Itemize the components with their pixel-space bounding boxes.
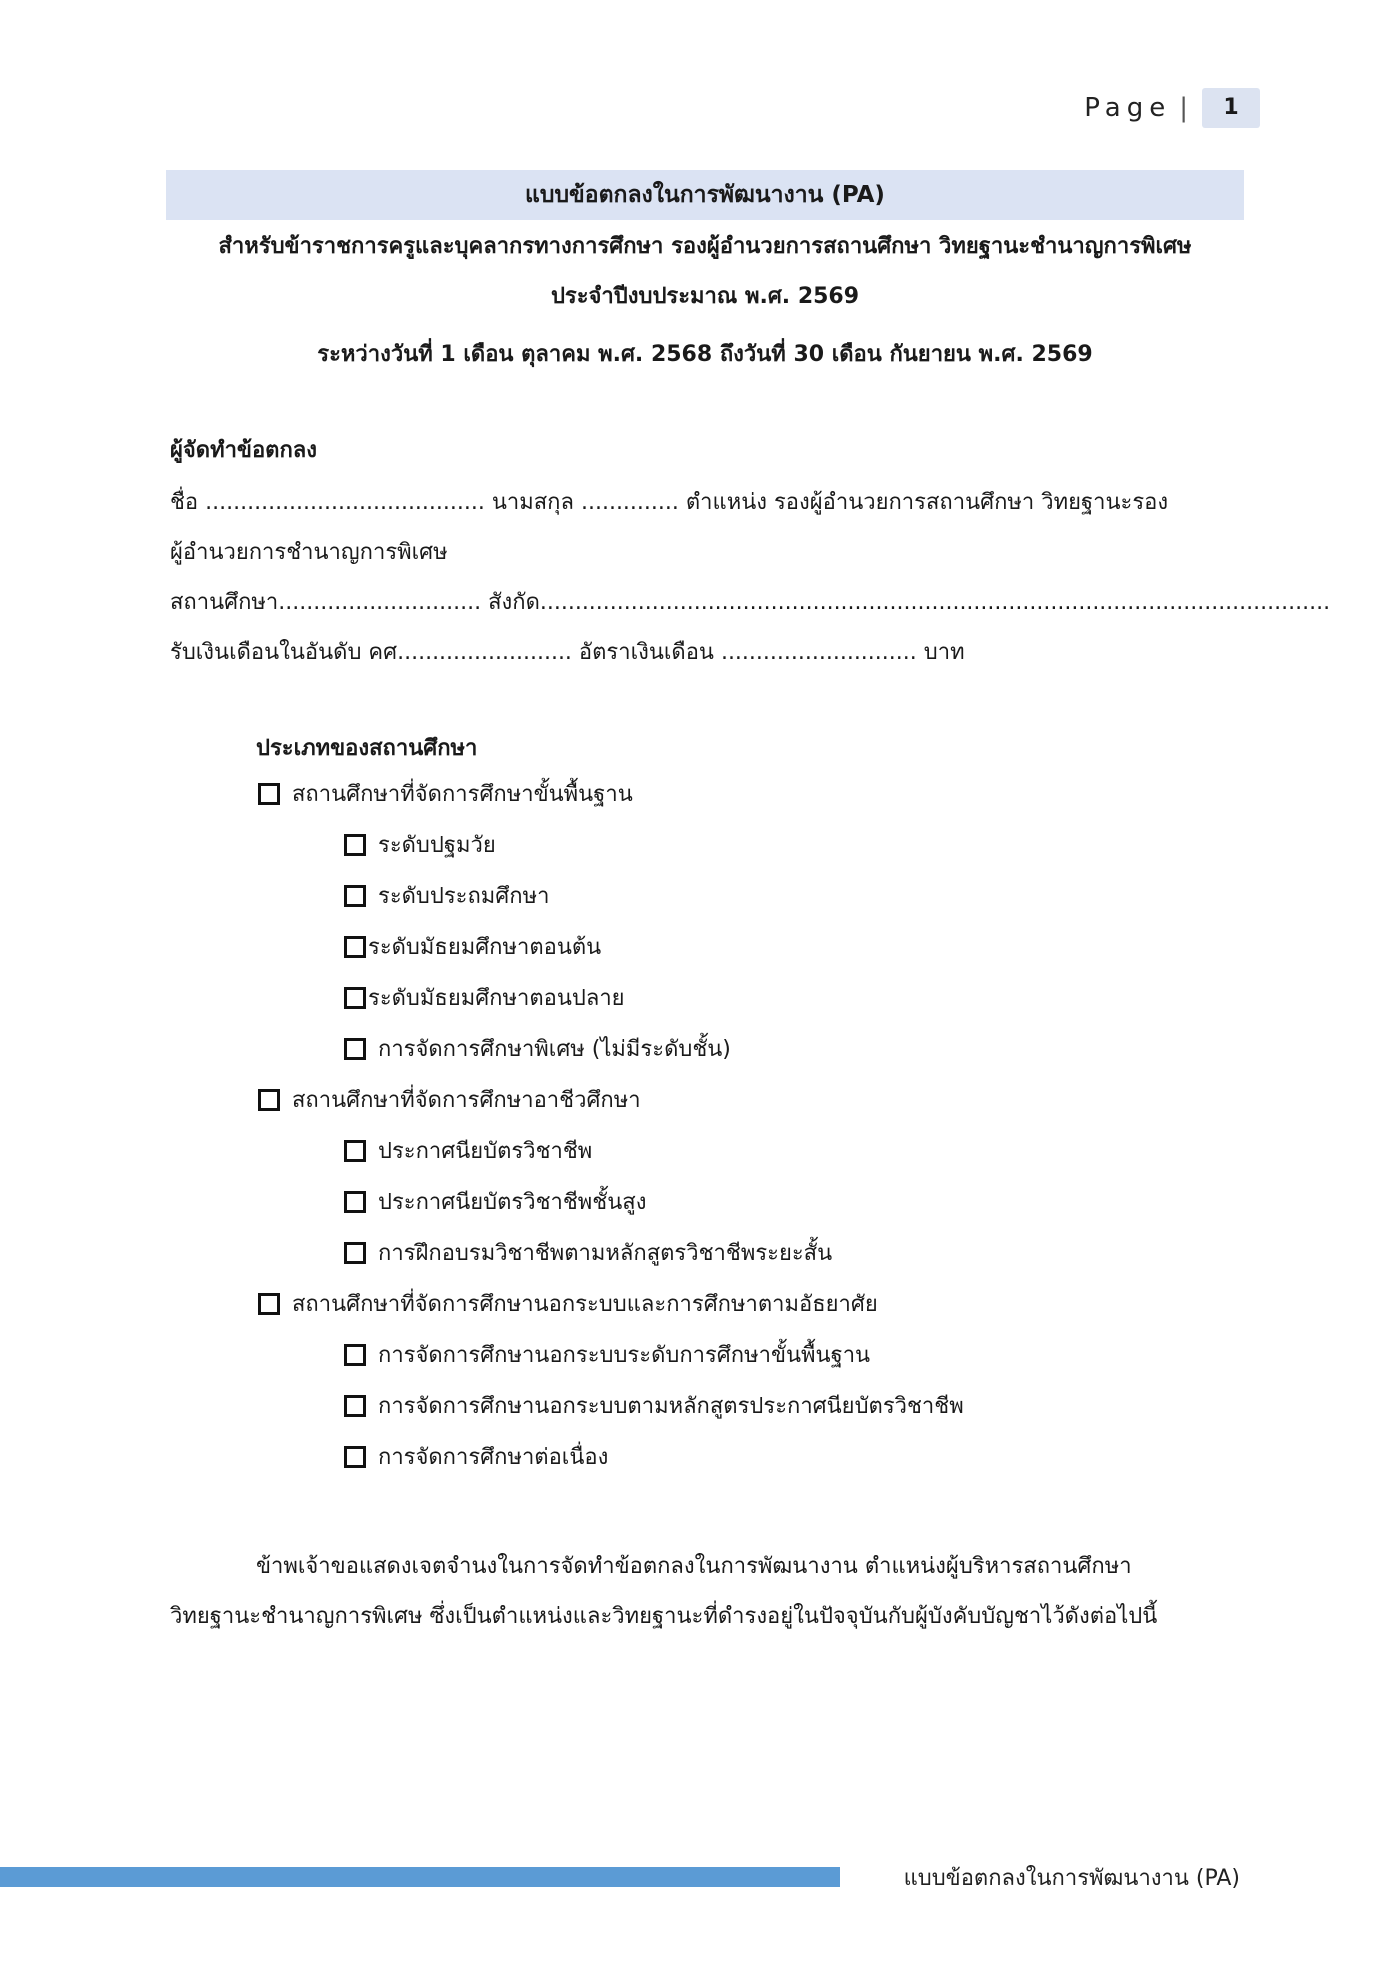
maker-name-line: ชื่อ ........................................ นามสกุล .............. ตำแหน่ง รองผู้อำนวยการสถานศึกษา วิทยฐานะรอง <box>170 490 1169 515</box>
option-label: ระดับปฐมวัย <box>378 833 496 858</box>
option-vocational-certificate[interactable] <box>344 1133 592 1168</box>
page-separator: | <box>1179 93 1188 123</box>
subtitle-line-2: ประจำปีงบประมาณ พ.ศ. 2569 <box>550 284 860 309</box>
document-title: แบบข้อตกลงในการพัฒนางาน (PA) <box>525 182 885 208</box>
option-special-education[interactable] <box>344 1031 731 1066</box>
option-continuing-education[interactable] <box>344 1439 608 1474</box>
option-upper-secondary[interactable] <box>344 980 625 1015</box>
page-number: 1 <box>1202 88 1260 128</box>
option-label: การฝึกอบรมวิชาชีพตามหลักสูตรวิชาชีพระยะสั้น <box>378 1241 833 1266</box>
maker-salary-line: รับเงินเดือนในอันดับ คศ......................... อัตราเงินเดือน ............................ บาท <box>170 640 965 665</box>
checkbox-icon[interactable] <box>344 1191 366 1213</box>
option-nonformal-basic[interactable] <box>344 1337 870 1372</box>
title-bar <box>166 170 1244 220</box>
subtitle-line-3: ระหว่างวันที่ 1 เดือน ตุลาคม พ.ศ. 2568 ถึงวันที่ 30 เดือน กันยายน พ.ศ. 2569 <box>317 342 1093 367</box>
option-vocational-education[interactable] <box>258 1082 641 1117</box>
option-label: การจัดการศึกษาพิเศษ (ไม่มีระดับชั้น) <box>378 1037 731 1062</box>
checkbox-icon[interactable] <box>344 834 366 856</box>
option-label: สถานศึกษาที่จัดการศึกษาอาชีวศึกษา <box>292 1088 641 1113</box>
page-label: Page <box>1084 93 1172 123</box>
option-label: ระดับมัธยมศึกษาตอนต้น <box>368 935 602 960</box>
option-early-childhood[interactable] <box>344 827 496 862</box>
option-label: ระดับประถมศึกษา <box>378 884 550 909</box>
option-label: ประกาศนียบัตรวิชาชีพ <box>378 1139 593 1164</box>
option-label: สถานศึกษาที่จัดการศึกษานอกระบบและการศึกษาตามอัธยาศัย <box>292 1292 878 1317</box>
checkbox-icon[interactable] <box>258 1293 280 1315</box>
checkbox-icon[interactable] <box>344 936 366 958</box>
checkbox-icon[interactable] <box>344 885 366 907</box>
maker-position-line: ผู้อำนวยการชำนาญการพิเศษ <box>170 540 448 565</box>
option-lower-secondary[interactable] <box>344 929 601 964</box>
maker-school-line: สถานศึกษา............................. สังกัด................................................................................................................. <box>170 590 1331 615</box>
checkbox-icon[interactable] <box>344 1140 366 1162</box>
option-basic-education[interactable] <box>258 776 633 811</box>
checkbox-icon[interactable] <box>344 1242 366 1264</box>
checkbox-icon[interactable] <box>258 783 280 805</box>
checkbox-icon[interactable] <box>344 1038 366 1060</box>
subtitle-line-1: สำหรับข้าราชการครูและบุคลากรทางการศึกษา รองผู้อำนวยการสถานศึกษา วิทยฐานะชำนาญการพิเศษ <box>218 234 1192 259</box>
option-primary[interactable] <box>344 878 549 913</box>
option-label: การจัดการศึกษานอกระบบตามหลักสูตรประกาศนียบัตรวิชาชีพ <box>378 1394 964 1419</box>
checkbox-icon[interactable] <box>344 1395 366 1417</box>
option-label: ระดับมัธยมศึกษาตอนปลาย <box>368 986 625 1011</box>
checkbox-icon[interactable] <box>344 1446 366 1468</box>
option-label: การจัดการศึกษานอกระบบระดับการศึกษาขั้นพื้นฐาน <box>378 1343 871 1368</box>
school-type-heading: ประเภทของสถานศึกษา <box>256 736 478 761</box>
option-label: สถานศึกษาที่จัดการศึกษาขั้นพื้นฐาน <box>292 782 633 807</box>
statement-line-1: ข้าพเจ้าขอแสดงเจตจำนงในการจัดทำข้อตกลงในการพัฒนางาน ตำแหน่งผู้บริหารสถานศึกษา <box>256 1554 1132 1579</box>
option-label: การจัดการศึกษาต่อเนื่อง <box>378 1445 609 1470</box>
option-nonformal-education[interactable] <box>258 1286 878 1321</box>
footer-bar <box>0 1867 840 1887</box>
checkbox-icon[interactable] <box>258 1089 280 1111</box>
option-label: ประกาศนียบัตรวิชาชีพชั้นสูง <box>378 1190 647 1215</box>
checkbox-icon[interactable] <box>344 987 366 1009</box>
option-nonformal-vocational[interactable] <box>344 1388 964 1423</box>
page-header <box>1084 88 1260 128</box>
option-higher-vocational-certificate[interactable] <box>344 1184 646 1219</box>
maker-heading: ผู้จัดทำข้อตกลง <box>170 438 318 463</box>
option-short-course-training[interactable] <box>344 1235 832 1270</box>
footer-title: แบบข้อตกลงในการพัฒนางาน (PA) <box>903 1866 1240 1891</box>
statement-line-2: วิทยฐานะชำนาญการพิเศษ ซึ่งเป็นตำแหน่งและวิทยฐานะที่ดำรงอยู่ในปัจจุบันกับผู้บังคับบัญชาไว้ดังต่อไปนี้ <box>170 1604 1158 1629</box>
checkbox-icon[interactable] <box>344 1344 366 1366</box>
